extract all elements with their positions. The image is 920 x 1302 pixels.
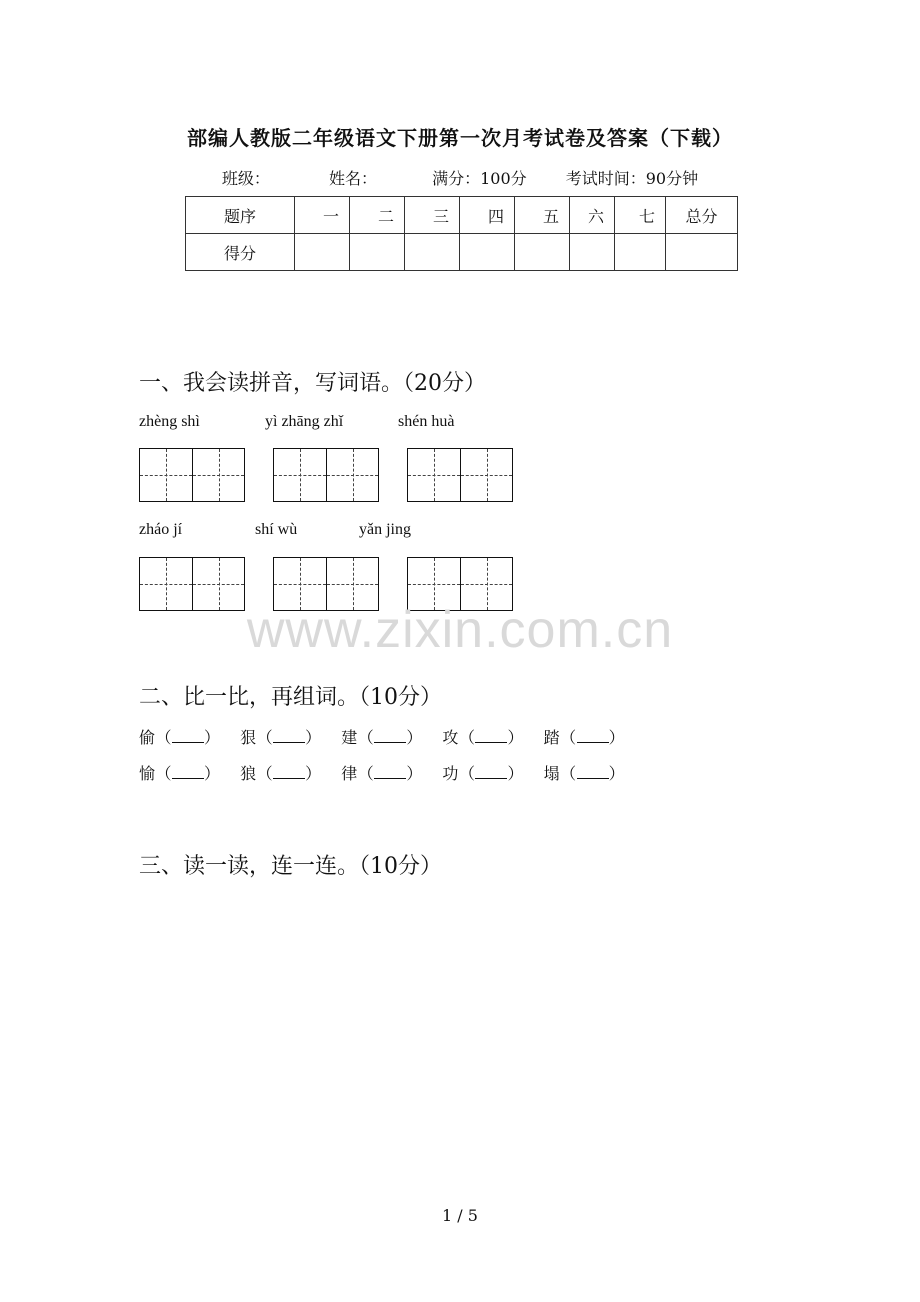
score-col-6: 六 bbox=[570, 197, 615, 234]
char: 攻 bbox=[442, 728, 459, 747]
score-cell[interactable] bbox=[570, 234, 615, 271]
pinyin-label: zhèng shì bbox=[139, 413, 200, 430]
score-cell[interactable] bbox=[515, 234, 570, 271]
page-title: 部编人教版二年级语文下册第一次月考试卷及答案（下载） bbox=[187, 126, 733, 150]
section3-title: 三、读一读，连一连。（10分） bbox=[139, 854, 442, 879]
score-table bbox=[185, 196, 738, 271]
class-label: 班级： bbox=[221, 169, 270, 188]
word-item: 狠（ ） bbox=[240, 728, 322, 747]
grid-cell[interactable] bbox=[326, 449, 378, 501]
char: 律 bbox=[341, 764, 358, 783]
grid-cell[interactable] bbox=[274, 449, 326, 501]
word-item: 狼（ ） bbox=[240, 764, 322, 783]
word-item: 律（ ） bbox=[341, 764, 423, 783]
score-cell[interactable] bbox=[350, 234, 405, 271]
exam-time: 考试时间：90分钟 bbox=[565, 169, 699, 188]
score-col-3: 三 bbox=[405, 197, 460, 234]
full-score: 满分：100分 bbox=[432, 169, 527, 188]
answer-blank[interactable] bbox=[475, 730, 507, 743]
score-table-header-label: 题序 bbox=[186, 197, 295, 234]
pinyin-label: yǎn jing bbox=[359, 521, 411, 538]
word-item: 踏（ ） bbox=[543, 728, 626, 747]
score-col-total: 总分 bbox=[666, 197, 738, 234]
page-number: 1 / 5 bbox=[442, 1206, 478, 1225]
pinyin-label: shén huà bbox=[398, 413, 455, 430]
name-label: 姓名： bbox=[328, 169, 377, 188]
char: 愉 bbox=[139, 764, 156, 783]
answer-blank[interactable] bbox=[172, 766, 204, 779]
answer-blank[interactable] bbox=[577, 730, 609, 743]
score-col-1: 一 bbox=[295, 197, 350, 234]
score-col-7: 七 bbox=[615, 197, 666, 234]
char: 建 bbox=[341, 728, 358, 747]
word-item: 建（ ） bbox=[341, 728, 423, 747]
word-row-1 bbox=[139, 725, 639, 748]
grid-cell[interactable] bbox=[140, 449, 192, 501]
pinyin-label: shí wù bbox=[255, 521, 298, 538]
pinyin-label: yì zhāng zhǐ bbox=[265, 413, 344, 430]
score-table-score-label: 得分 bbox=[186, 234, 295, 271]
word-row-2 bbox=[139, 761, 639, 784]
pinyin-label: zháo jí bbox=[139, 521, 183, 538]
char: 偷 bbox=[139, 728, 156, 747]
score-col-2: 二 bbox=[350, 197, 405, 234]
section1-title: 一、我会读拼音，写词语。（20分） bbox=[139, 371, 486, 396]
answer-blank[interactable] bbox=[172, 730, 204, 743]
answer-blank[interactable] bbox=[374, 766, 406, 779]
word-item: 塌（ ） bbox=[543, 764, 626, 783]
answer-blank[interactable] bbox=[273, 766, 305, 779]
section2-title: 二、比一比，再组词。（10分） bbox=[139, 685, 442, 710]
exam-info bbox=[0, 166, 920, 189]
writing-grid[interactable] bbox=[139, 448, 245, 502]
score-cell[interactable] bbox=[295, 234, 350, 271]
word-item: 偷（ ） bbox=[139, 728, 221, 747]
char: 功 bbox=[442, 764, 459, 783]
score-table-header-row bbox=[186, 197, 738, 234]
word-item: 功（ ） bbox=[442, 764, 524, 783]
word-item: 愉（ ） bbox=[139, 764, 221, 783]
score-cell[interactable] bbox=[615, 234, 666, 271]
writing-grid[interactable] bbox=[407, 448, 513, 502]
score-col-4: 四 bbox=[460, 197, 515, 234]
grid-cell[interactable] bbox=[408, 449, 460, 501]
writing-grid[interactable] bbox=[273, 448, 379, 502]
char: 踏 bbox=[543, 728, 561, 747]
grid-cell[interactable] bbox=[192, 449, 244, 501]
watermark: www.zixin.com.cn bbox=[246, 601, 674, 659]
score-table-score-row bbox=[186, 234, 738, 271]
grid-cell[interactable] bbox=[460, 449, 512, 501]
answer-blank[interactable] bbox=[374, 730, 406, 743]
char: 狠 bbox=[240, 728, 257, 747]
answer-blank[interactable] bbox=[475, 766, 507, 779]
score-cell[interactable] bbox=[405, 234, 460, 271]
word-item: 攻（ ） bbox=[442, 728, 524, 747]
score-cell[interactable] bbox=[666, 234, 738, 271]
answer-blank[interactable] bbox=[577, 766, 609, 779]
score-col-5: 五 bbox=[515, 197, 570, 234]
char: 塌 bbox=[543, 764, 561, 783]
score-cell[interactable] bbox=[460, 234, 515, 271]
char: 狼 bbox=[240, 764, 257, 783]
answer-blank[interactable] bbox=[273, 730, 305, 743]
